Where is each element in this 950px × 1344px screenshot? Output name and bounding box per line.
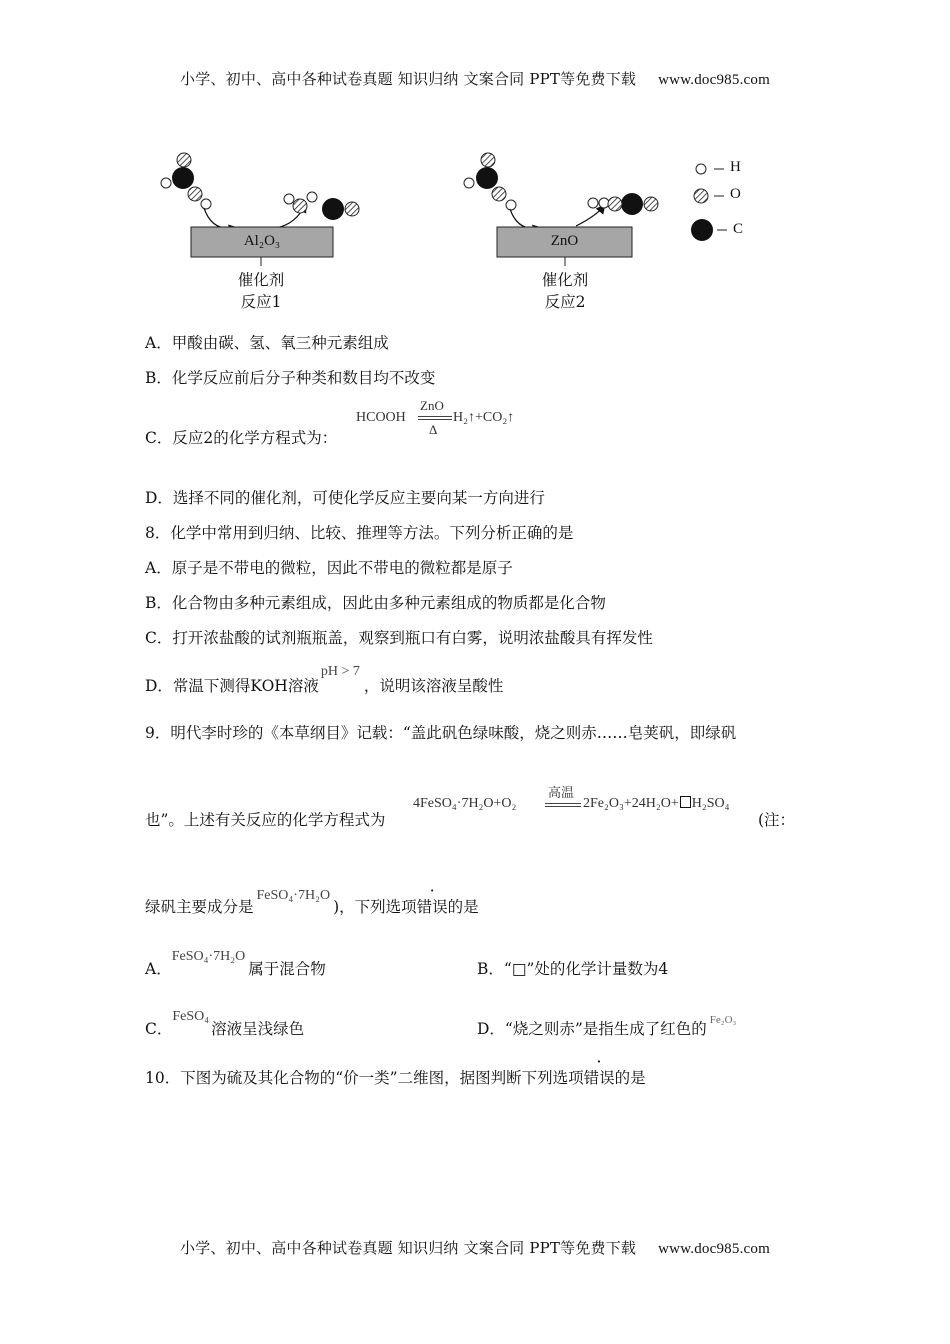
formic-c-atom	[476, 167, 498, 189]
footer-text: 小学、初中、高中各种试卷真题 知识归纳 文案合同 PPT等免费下载	[180, 1239, 637, 1257]
q8-ph-expression: pH > 7	[320, 664, 360, 679]
q7-option-c	[145, 426, 337, 448]
reaction-arrow	[204, 208, 236, 229]
reaction-arrow	[510, 209, 540, 229]
product-c-atom	[621, 193, 643, 215]
catalyst-2-name: ZnO	[550, 233, 579, 249]
q9-eq-left: 4FeSO₄·7H₂O+O₂	[413, 796, 517, 811]
formic-o-atom	[481, 153, 495, 167]
catalyst-1-label: 催化剂	[237, 271, 285, 289]
q9-stem-line3-prefix: 绿矾主要成分是	[145, 898, 254, 916]
product-o-atom	[345, 202, 359, 216]
q9-stem-note: (注：	[758, 811, 796, 829]
q8-option-d	[145, 664, 504, 696]
legend-o-icon	[694, 189, 708, 203]
q9-stem-line1: 9．明代李时珍的《本草纲目》记载：“盖此矾色绿味酸，烧之则赤……皂荚矾，即绿矾	[145, 724, 737, 742]
q9-option-c	[145, 1009, 305, 1039]
reaction-1-label: 反应1	[240, 293, 282, 311]
q9-stem-line2	[145, 808, 385, 830]
q8-option-c: C．打开浓盐酸的试剂瓶瓶盖，观察到瓶口有白雾，说明浓盐酸具有挥发性	[145, 629, 653, 647]
blank-box	[680, 796, 691, 808]
product-h-atom	[599, 198, 609, 208]
q9-stem-formula: FeSO₄·7H₂O	[256, 888, 331, 903]
q9-eq-right	[583, 796, 730, 812]
legend-h-icon	[696, 164, 706, 174]
product-h-atom	[588, 198, 598, 208]
legend-h-label: H	[730, 159, 741, 175]
q8-stem: 8．化学中常用到归纳、比较、推理等方法。下列分析正确的是	[145, 524, 574, 542]
atom-legend	[691, 164, 727, 241]
formic-c-atom	[172, 167, 194, 189]
q10-stem	[145, 1066, 646, 1088]
q9-stem-line3	[145, 888, 479, 917]
q9-option-b: B．“□”处的化学计量数为4	[477, 960, 669, 978]
q7-option-d: D．选择不同的催化剂，可使化学反应主要向某一方向进行	[145, 489, 545, 507]
q9-eq-condition: 高温	[548, 785, 575, 800]
q7-eq-left: HCOOH	[356, 410, 406, 425]
header-site: www.doc985.com	[658, 72, 770, 88]
product-o-atom	[293, 199, 307, 213]
product-o-atom	[608, 197, 622, 211]
legend-c-icon	[691, 219, 713, 241]
page-footer	[0, 1237, 950, 1258]
formic-h-atom	[201, 199, 211, 209]
q10-stem-text: 10．下图为硫及其化合物的“价一类”二维图，据图判断下列选项	[145, 1069, 584, 1087]
q9-stem-line2-prefix: 也”。上述有关反应的化学方程式为	[145, 811, 386, 829]
q8-option-a: A．原子是不带电的微粒，因此不带电的微粒都是原子	[145, 559, 513, 577]
q9-eq-right-acid: H₂SO₄	[691, 796, 730, 811]
header-text: 小学、初中、高中各种试卷真题 知识归纳 文案合同 PPT等免费下载	[180, 70, 637, 88]
emphasis-wrong: 错误	[416, 898, 448, 916]
q8-option-d-prefix: D．常温下测得KOH溶液	[145, 677, 319, 695]
q9-option-d	[477, 1014, 737, 1039]
q9-option-d-text: D．“烧之则赤”是指生成了红色的	[477, 1020, 707, 1038]
legend-o-label: O	[730, 186, 741, 202]
product-h-atom	[284, 194, 294, 204]
q7-eq-right: H₂↑+CO₂↑	[453, 410, 515, 425]
catalyst-2-label: 催化剂	[541, 271, 589, 289]
q9-option-d-formula: Fe₂O₃	[709, 1014, 737, 1026]
formic-h-atom	[161, 178, 171, 188]
legend-c-label: C	[733, 221, 744, 237]
footer-site: www.doc985.com	[658, 1241, 770, 1257]
product-o-atom	[644, 197, 658, 211]
q9-stem-line3-suffix: )，下列选项	[333, 898, 417, 916]
q7-option-b: B．化学反应前后分子种类和数目均不改变	[145, 369, 436, 387]
formic-o-atom	[177, 153, 191, 167]
q9-option-a	[145, 949, 326, 979]
catalyst-1-name: Al₂O₃	[243, 233, 281, 249]
formic-h-atom	[464, 178, 474, 188]
q9-option-a-text: 属于混合物	[248, 960, 326, 978]
reaction-diagram	[0, 140, 950, 315]
q9-option-c-label: C．	[145, 1020, 173, 1038]
q9-option-c-formula: FeSO₄	[172, 1009, 210, 1024]
q8-option-d-suffix: ，说明该溶液呈酸性	[363, 677, 504, 695]
q7-option-c-text: C．反应2的化学方程式为：	[145, 429, 338, 447]
page-header	[0, 68, 950, 89]
product-h-atom	[307, 192, 317, 202]
formic-h-atom	[506, 200, 516, 210]
q7-eq-condition-top: ZnO	[420, 398, 444, 413]
q9-option-a-formula: FeSO₄·7H₂O	[171, 949, 246, 964]
q10-stem-end: 的是	[614, 1069, 646, 1087]
q8-option-b: B．化合物由多种元素组成，因此由多种元素组成的物质都是化合物	[145, 594, 606, 612]
q9-eq-right-products: 2Fe₂O₃+24H₂O+	[583, 796, 679, 811]
q9-stem-line3-end: 的是	[447, 898, 479, 916]
reaction-2-label: 反应2	[544, 293, 586, 311]
formic-o-atom	[188, 187, 202, 201]
reaction-arrow	[576, 206, 604, 226]
product-c-atom	[322, 198, 344, 220]
q9-option-c-text: 溶液呈浅绿色	[211, 1020, 305, 1038]
q7-option-a: A．甲酸由碳、氢、氧三种元素组成	[145, 334, 389, 352]
q9-option-a-label: A．	[145, 960, 172, 978]
formic-o-atom	[492, 187, 506, 201]
q7-eq-condition-bottom: Δ	[429, 422, 438, 437]
emphasis-wrong: 错误	[583, 1069, 615, 1087]
